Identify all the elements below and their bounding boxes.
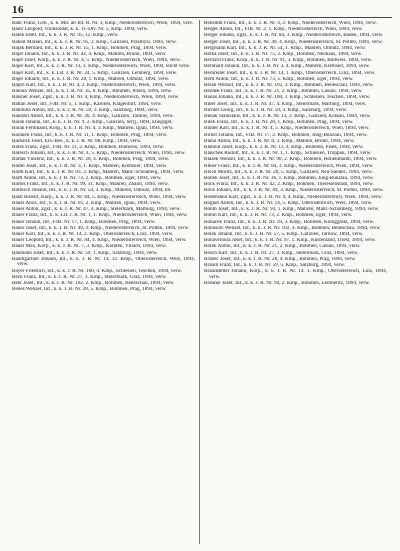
register-entry: Berger Anton, Inf., FJB. Nr. 2, 1. Kmp., Niederösterreich, Wien, 1894, verw. — [204, 27, 363, 33]
register-entry: Baumgartner Johann, Inf., k. k. J. R. Nr. 14, 12. Kmp., Oberösterreich, Wels, 1894, verw. — [12, 256, 195, 268]
register-entry: Balsner Josef, Zgsf., k. k. J. R. Nr. 4, Kmp., Niederösterreich, Wien, 1894, verw. — [12, 95, 180, 101]
register-entry: Bauer Alois, Inf., k. k. J. R. Nr. 81, 2. Kmp., Mähren, Iglau, 1894, verw. — [12, 200, 162, 206]
register-entry: Bauer Max, Korp., k. k. J. R. Nr. 7, 3. Kmp., Kärnten, Villach, 1894, verw. — [12, 244, 167, 250]
register-entry: Barbarik Josef, Ers.-Res., k. k. J. R. Nr. 88, Kmp., 1894, verw. — [12, 138, 142, 144]
register-entry: Beck Franz, Inf., k. k. J. R. Nr. 27, 3. Kmp., Steiermark, Graz, 1894, verw. — [12, 274, 167, 280]
register-entry: Baltan Josef, Inf., FJB. Nr. 5, 1. Kmp., Kärnten, Klagenfurt, 1894, verw. — [12, 101, 163, 107]
register-entry: Bauer Franz, Inf., k. k. Lst. J. R. Nr. 1, 1. Kmp., Niederösterreich, Wien, 1894, verw. — [12, 213, 188, 219]
register-entry: Balent Marian, Inf., k. k. J. R. Nr. 95, 2. Kmp., Galizien, Przemysl, 1894, verw. — [12, 39, 177, 45]
right-column — [204, 21, 387, 287]
register-entry: Baran Johann, Inf., k. k. J. R. Nr. 9, 2. Kmp., Galizien, Stryj, 1894, kriegsgef. — [12, 120, 173, 126]
register-entry: Blaschek Rudolf, Inf., k. k. J. R. Nr. 1, 1. Kmp., Schlesien, Troppau, 1894, verw. — [204, 151, 372, 157]
register-entry: Bartos Franz, Inf., k. k. J. R. Nr. 99, 11. Kmp., Mähren, Znaim, 1894, verw. — [12, 182, 169, 188]
register-entry: Benedikt Franz, Inf., k. k. J. R. Nr. 4, 2. Kmp., Niederösterreich, Wien, 1894, verw. — [204, 21, 377, 26]
register-entry: Bajer Johann, Inf., k. k. J. R. Nr. 42, 4. Kmp., Mähren, Brünn, 1894, verw. — [12, 52, 167, 58]
register-entry: Bogner Anton, Inf., k. k. J. R. Nr. 14, 5. Kmp., Oberösterreich, Wels, 1894, verw. — [204, 200, 373, 206]
register-entry: Bartel Josef, Inf., k. k. J. R. Nr. 3, 1. Kmp., Mähren, Kremsier, 1894, verw. — [12, 163, 168, 169]
register-entry: Brabec Josef, Inf., k. k. J. R. Nr. 28, 4. Kmp., Böhmen, Prag, 1894, verw. — [204, 256, 356, 262]
register-entry: Bajer Josef, Korp., k. k. J. R. Nr. 4, 5. Kmp., Niederösterreich, Wien, 1894, verw. — [12, 58, 181, 64]
left-column — [12, 21, 195, 293]
register-entry: Bahr Franz, Geb., k. k. Mil. ab Jnf. R. Nr. 3, Kmp., Niederösterreich, Wien, 1894, vere. — [12, 21, 194, 26]
page-number: 16 — [12, 4, 24, 16]
register-entry: Brauner Josef, Inf., k. k. J. R. Nr. 94, 2. Kmp., Böhmen, Leitmeritz, 1894, verw. — [204, 281, 370, 287]
register-entry: Baranek Franz, Inf., k. k. J. R. Nr. 11, 1. Kmp., Böhmen, Prag, 1894, verw. — [12, 132, 168, 138]
register-entry: Bartusch Johann, Inf., k. k. J. R. Nr. 54, 3. Kmp., Mähren, Olmütz, 1894, tot. — [12, 188, 172, 194]
register-entry: Bergmann Karl, Inf., k. k. J. R. Nr. 54, 1. Kmp., Mähren, Olmütz, 1894, verw. — [204, 45, 366, 51]
register-entry: Bonaventura Josef, Inf., k. k. J. R. Nr. 97, 1. Kmp., Küstenland, Triest, 1894, verw. — [204, 238, 376, 244]
register-entry: Bernard Franz, Korp., k. k. J. R. Nr. 91, 3. Kmp., Böhmen, Budweis, 1894, verw. — [204, 58, 373, 64]
register-entry: Biber Josef, Inf., k. k. J. R. Nr. 47, 4. Kmp., Steiermark, Marburg, 1894, verw. — [204, 101, 367, 107]
register-entry: Bobek Josef, Inf., k. k. J. R. Nr. 36, 1. Kmp., Böhmen, Jung-Bunzlau, 1894, verw. — [204, 176, 374, 182]
register-entry: Blazek Wenzel, Inf., k. k. J. R. Nr. 98, 2. Kmp., Böhmen, Hohenmauth, 1894, verw. — [204, 157, 378, 163]
register-entry: Bielak Stanislaus, Inf., k. k. J. R. Nr. 13, 2. Kmp., Galizien, Krakau, 1894, verw. — [204, 114, 371, 120]
register-entry: Bajak Bernard, Inf., k. k. J. R. Nr. 15, 1. Kmp., Böhmen, Prag, 1894, verw. — [12, 45, 168, 51]
register-entry: Bajer Karl, Inf., k. k. J. R. Nr. 13, 3. Kmp., Niederösterreich, Wien, 1894, leicht verw. — [12, 64, 191, 70]
register-entry: Bartak Vinzenz, Inf., k. k. J. R. Nr. 28, 4. Kmp., Böhmen, Prag, 1894, verw. — [12, 157, 170, 163]
register-entry: Bastl Rudolf, Korp., k. k. J. R. Nr. 84, 5. Kmp., Niederösterreich, Wien, 1894, verw. — [12, 194, 187, 200]
register-entry: Beran Wenzel, Inf., k. k. J. R. Nr. 102, 3. Kmp., Böhmen, Beneschau, 1894, verw. — [204, 83, 374, 89]
register-entry: Böck Johann, Inf., k. k. J. R. Nr. 49, 3. Kmp., Niederösterreich, St. Pölten, 1894, verw. — [204, 188, 384, 194]
register-entry: Bichler Georg, Inf., k. k. J. R. Nr. 59, 3. Kmp., Salzburg, 1894, verw. — [204, 107, 348, 113]
register-entry: Brandstetter Johann, Korp., k. k. J. R. Nr. 14, 1. Kmp., Oberösterreich, Linz, 1894, verw. — [204, 269, 387, 280]
register-entry: Bezdek Franz, Inf., k. k. J. R. Nr. 21, 2. Kmp., Böhmen, Caslau, 1894, verw. — [204, 89, 363, 95]
column-divider — [199, 20, 200, 544]
register-entry: Bauer Josef, Inf., k. k. J. R. Nr. 49, 3. Kmp., Niederösterreich, St. Pölten, 1894, verw. — [12, 225, 190, 231]
register-entry: Böhm Josef, Inf., k. k. J. R. Nr. 93, 1. Kmp., Mähren, Mähr.-Schönberg, 1894, verw. — [204, 207, 379, 213]
register-entry: Bajer Karl, Inf., k. k. Lst. J. R. Nr. 24, 5. Kmp., Galizien, Lemberg, 1894, verw. — [12, 70, 178, 76]
register-entry: Barth Karl, Inf., k. k. J. R. Nr. 93, 3. Kmp., Mähren, Mähr.-Schönberg, 1894, verw. — [12, 169, 185, 175]
register-entry: Bernhard Johann, Inf., k. k. J. R. Nr. 3, 4. Kmp., Mähren, Kremsier, 1894, verw. — [204, 64, 371, 70]
register-entry: Bohuslav Wenzel, Inf., k. k. J. R. Nr. 102, 4. Kmp., Böhmen, Beneschau, 1894, verw. — [204, 225, 381, 231]
register-entry: Bosch Karl, Inf., k. k. J. R. Nr. 27, 3. Kmp., Steiermark, Graz, 1894, verw. — [204, 250, 359, 256]
register-entry: Bauer Leopold, Inf., k. k. J. R. Nr. 84, 4. Kmp., Niederösterreich, Wien, 1894, verw. — [12, 238, 187, 244]
register-entry: Berger Josef, Inf., k. k. J. R. Nr. 49, 4. Kmp., Niederösterreich, St. Pölten, 1894, verw. — [204, 39, 383, 45]
register-entry: Böhm Karl, Inf., k. k. J. R. Nr. 73, 2. Kmp., Böhmen, Eger, 1894, verw. — [204, 213, 353, 219]
register-entry: Bajerl Karl, Inf., k. k. J. R. Nr. 4, 2. Kmp., Niederösterreich, Wien, 1894, verw. — [12, 83, 177, 89]
register-entry: Bernreiter Josef, Inf., k. k. J. R. Nr. 14, 1. Kmp., Oberösterreich, Linz, 1894, verw. — [204, 70, 376, 76]
register-entry: Bialas Johann, Inf., k. k. J. R. Nr. 100, 1. Kmp., Schlesien, Teschen, 1894, verw. — [204, 95, 371, 101]
register-entry: Bandzel Anton, Inf., k. k. J. R. Nr. 20, 4. Kmp., Galizien, Tarnow, 1894, verw. — [12, 114, 174, 120]
register-entry: Beneš Wenzel, Inf., k. k. J. R. Nr. 28, 5. Kmp., Böhmen, Prag, 1894, verw. — [12, 287, 167, 293]
register-entry: Bleier Franz, Inf., k. k. J. R. Nr. 84, 3. Kmp., Niederösterreich, Wien, 1894, verw. — [204, 163, 374, 169]
register-entry: Bartl Anton, Inf., k. k. J. R. Nr. 73, 2. Kmp., Böhmen, Eger, 1894, verw. — [12, 176, 162, 182]
register-entry: Berger Johann, Zgsf., k. k. J. R. Nr. 84, 3. Kmp., Niederösterreich, Baden, 1894, verw. — [204, 33, 384, 39]
register-entry: Blaha Anton, Inf., k. k. J. R. Nr. 8, 3. Kmp., Mähren, Brünn, 1894, verw. — [204, 138, 355, 144]
register-entry: Beer Josef, Inf., k. k. J. R. Nr. 102, 2. Kmp., Böhmen, Beneschau, 1894, verw. — [12, 281, 175, 287]
register-entry: Bohacek Franz, Inf., k. k. J. R. Nr. 18, 3. Kmp., Böhmen, Königgrätz, 1894, verw. — [204, 219, 375, 225]
register-entry: Binder Karl, Inf., k. k. J. R. Nr. 4, 5. Kmp., Niederösterreich, Wien, 1894, verw. — [204, 126, 370, 132]
register-entry: Bolek Johann, Inf., k. k. J. R. Nr. 57, 5. Kmp., Galizien, Tarnow, 1894, verw. — [204, 231, 364, 237]
register-entry: Bilek Franz, Inf., k. k. J. R. Nr. 28, 1. Kmp., Böhmen, Prag, 1894, verw. — [204, 120, 354, 126]
register-entry: Berka Josef, Inf., k. k. J. R. Nr. 75, 2. Kmp., Böhmen, Neuhaus, 1894, verw. — [204, 52, 363, 58]
register-entry: Bertl Anton, Inf., k. k. J. R. Nr. 73, 5. Kmp., Böhmen, Eger, 1894, verw. — [204, 76, 354, 82]
register-entry: Barak Ferdinand, Korp., k. k. J. R. Nr. 4, 3. Kmp., Mähren, Iglau, 1894, verw. — [12, 126, 174, 132]
register-entry: Baresch Johann, Inf., k. k. J. R. Nr. 4, 5. Kmp., Niederösterreich, Wien, 1894, verw. — [12, 151, 186, 157]
register-entry: Blahout Josef, Korp., k. k. J. R. Nr. 11, 4. Kmp., Böhmen, Pisek, 1894, verw. — [204, 145, 364, 151]
register-entry: Bock Franz, Inf., k. k. J. R. Nr. 42, 2. Kmp., Böhmen, Theresienstadt, 1894, verw. — [204, 182, 374, 188]
register-entry: Bayer Friedrich, Inf., k. k. J. R. Nr. 100, 4. Kmp., Schlesien, Teschen, 1894, verw. — [12, 268, 183, 274]
register-entry: Bandulla Anton, Inf., k. k. J. R. Nr. 59, 3. Kmp., Salzburg, 1894, verw. — [12, 107, 159, 113]
register-entry: Bauer Anton, Zgsf., k. k. J. R. Nr. 47, 4. Kmp., Steiermark, Marburg, 1894, verw. — [12, 207, 181, 213]
register-entry: Bauer Johann, Inf., FJB. Nr. 17, 1. Kmp., Böhmen, Prag, 1894, verw. — [12, 219, 156, 225]
register-entry: Bares Franz, Zgsf., FJB. Nr. 11, 2. Kmp., Böhmen, Budweis, 1894, verw. — [12, 145, 164, 151]
register-entry: Brandl Franz, Inf., k. k. J. R. Nr. 59, 5. Kmp., Salzburg, 1894, verw. — [204, 262, 346, 268]
register-entry: Bloch Moritz, Inf., k. k. J. R. Nr. 20, 5. Kmp., Galizien, Neu-Sandec, 1894, verw. — [204, 169, 373, 175]
register-entry: Baier Leopold, Trainsoldat, k. k. Tr.-Div. Nr. 5, Kmp. 1894, verw. — [12, 27, 149, 33]
register-entry: Baloun Wenzel, Inf., k. k. J. R. Nr. 35, 8. Kmp., Böhmen, Pilsen, 1894, verw. — [12, 89, 172, 95]
register-entry: Borek Anton, Inf., k. k. J. R. Nr. 21, 2. Kmp., Böhmen, Caslau, 1894, verw. — [204, 244, 361, 250]
register-entry: Birner Johann, Inf., FJB. Nr. 17, 2. Kmp., Böhmen, Jung-Bunzlau, 1894, verw. — [204, 132, 368, 138]
register-entry: Balek Josef, Inf., k. k. J. R. Nr. 95, 12. Kmp., verw. — [12, 33, 119, 39]
register-entry: Bauer Karl, Inf., k. k. J. R. Nr. 14, 2. Kmp., Oberösterreich, Linz, 1894, verw. — [12, 231, 174, 237]
register-entry: Baumann Josef, Inf., k. k. J. R. Nr. 59, 1. Kmp., Salzburg, 1894, verw. — [12, 250, 158, 256]
register-entry: Bajer Eduard, Inf., k. k. J. R. Nr. 28, 1. Kmp., Mähren, Olmütz, 1894, verw. — [12, 76, 170, 82]
register-entry: Bodenstein Karl, Zgsf., k. k. J. R. Nr. 4, 4. Kmp., Niederösterreich, Wien, 1894, verw. — [204, 194, 383, 200]
header-rule — [12, 17, 392, 18]
